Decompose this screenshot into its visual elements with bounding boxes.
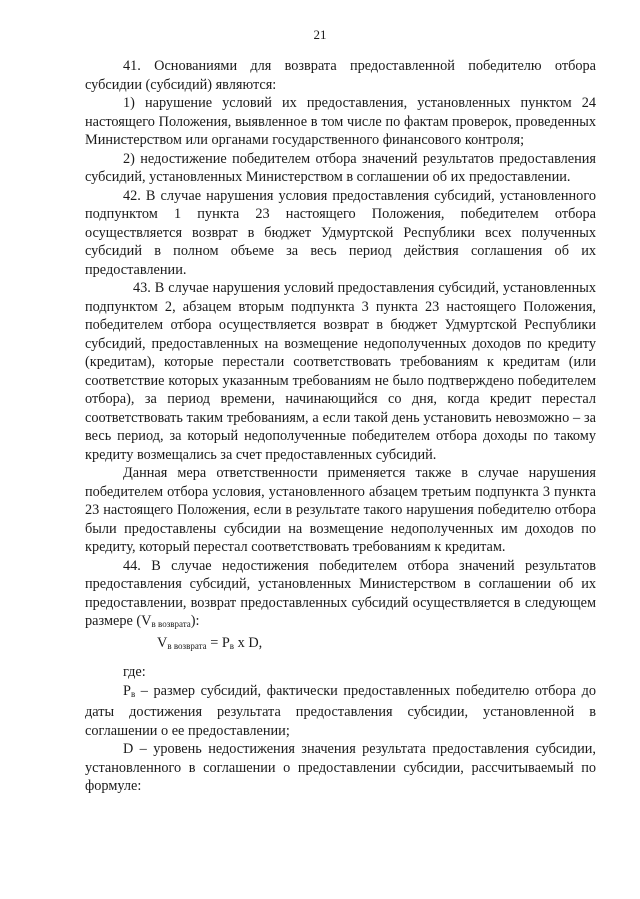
where-label: где: xyxy=(123,664,146,680)
page-number: 21 xyxy=(313,27,327,42)
formula-lhs-subscript: в возврата xyxy=(167,640,207,651)
paragraph-43-continuation: Данная мера ответственности применяется также в случае нарушения победителем отбора условия, установленного абзацем третьим подпункта 3 пункта 23 настоящего Положения, если в результате такого нарушения победителю отбора были предоставлены субсидии на возмещение недополученных им доходов по кредиту, который перестал соответствовать требованиям к кредитам. xyxy=(85,465,596,555)
definition-p xyxy=(85,682,596,741)
definition-p-subscript: в xyxy=(130,688,136,699)
paragraph-41-item-1: 1) нарушение условий их предоставления, установленных пунктом 24 настоящего Положения, выявленное в том числе по фактам проверок, проведенных Министерством или органами государственного финансового контроля; xyxy=(85,95,596,148)
definition-d: D – уровень недостижения значения результата предоставления субсидии, установленного в соглашении о предоставлении субсидии, рассчитываемый по формуле: xyxy=(85,741,596,794)
formula-rhs: x D, xyxy=(234,634,263,651)
paragraph-42: 42. В случае нарушения условия предоставления субсидий, установленного подпунктом 1 пункта 23 настоящего Положения, победителем отбора осуществляется возврат в бюджет Удмуртской Республики всех полученных субсидий в полном объеме за весь период действия соглашения об их предоставлении. xyxy=(85,187,596,278)
formula-lhs: V xyxy=(157,634,168,651)
paragraph-43: 43. В случае нарушения условий предоставления субсидий, установленных подпунктом 2, абзацем вторым подпункта 3 пункта 23 настоящего Положения, победителем отбора осуществляется возврат в бюджет Удмуртской Республики субсидий, предоставленных на возмещение недополученных доходов по кредиту (кредитам), которые перестали соответствовать требованиям к кредитам (или соответствие которых указанным требованиям не было подтверждено победителем отбора), за период времени, начинающийся со дня, когда кредит перестал соответствовать таким требованиям, а если такой день установить невозможно – за весь период, за который недополученные победителем отбора доходы по такому кредиту возмещались за счет предоставленных субсидий. xyxy=(85,280,596,463)
document-body xyxy=(85,57,596,796)
definition-p-symbol: P xyxy=(123,682,131,699)
formula xyxy=(85,634,596,656)
paragraph-44 xyxy=(85,557,596,634)
formula-p-subscript: в xyxy=(229,640,235,651)
paragraph-41: 41. Основаниями для возврата предоставленной победителю отбора субсидии (субсидий) являются: xyxy=(85,58,596,93)
paragraph-44-text: 44. В случае недостижения победителем отбора значений результатов предоставления субсидий, установленных Министерством в соглашении об их предоставлении, возврат предоставленных субсидий осуществляется в следующем размере (V xyxy=(85,557,596,629)
paragraph-44-subscript: в возврата xyxy=(151,619,191,629)
paragraph-44-end: ): xyxy=(190,613,200,629)
paragraph-41-item-2: 2) недостижение победителем отбора значений результатов предоставления субсидий, установленных Министерством в соглашении об их предоставлении. xyxy=(85,150,596,185)
definition-p-text: – размер субсидий, фактически предоставленных победителю отбора до даты достижения результата предоставления субсидии, установленной в соглашении о ее предоставлении; xyxy=(85,682,596,739)
formula-eq: = P xyxy=(206,634,230,651)
